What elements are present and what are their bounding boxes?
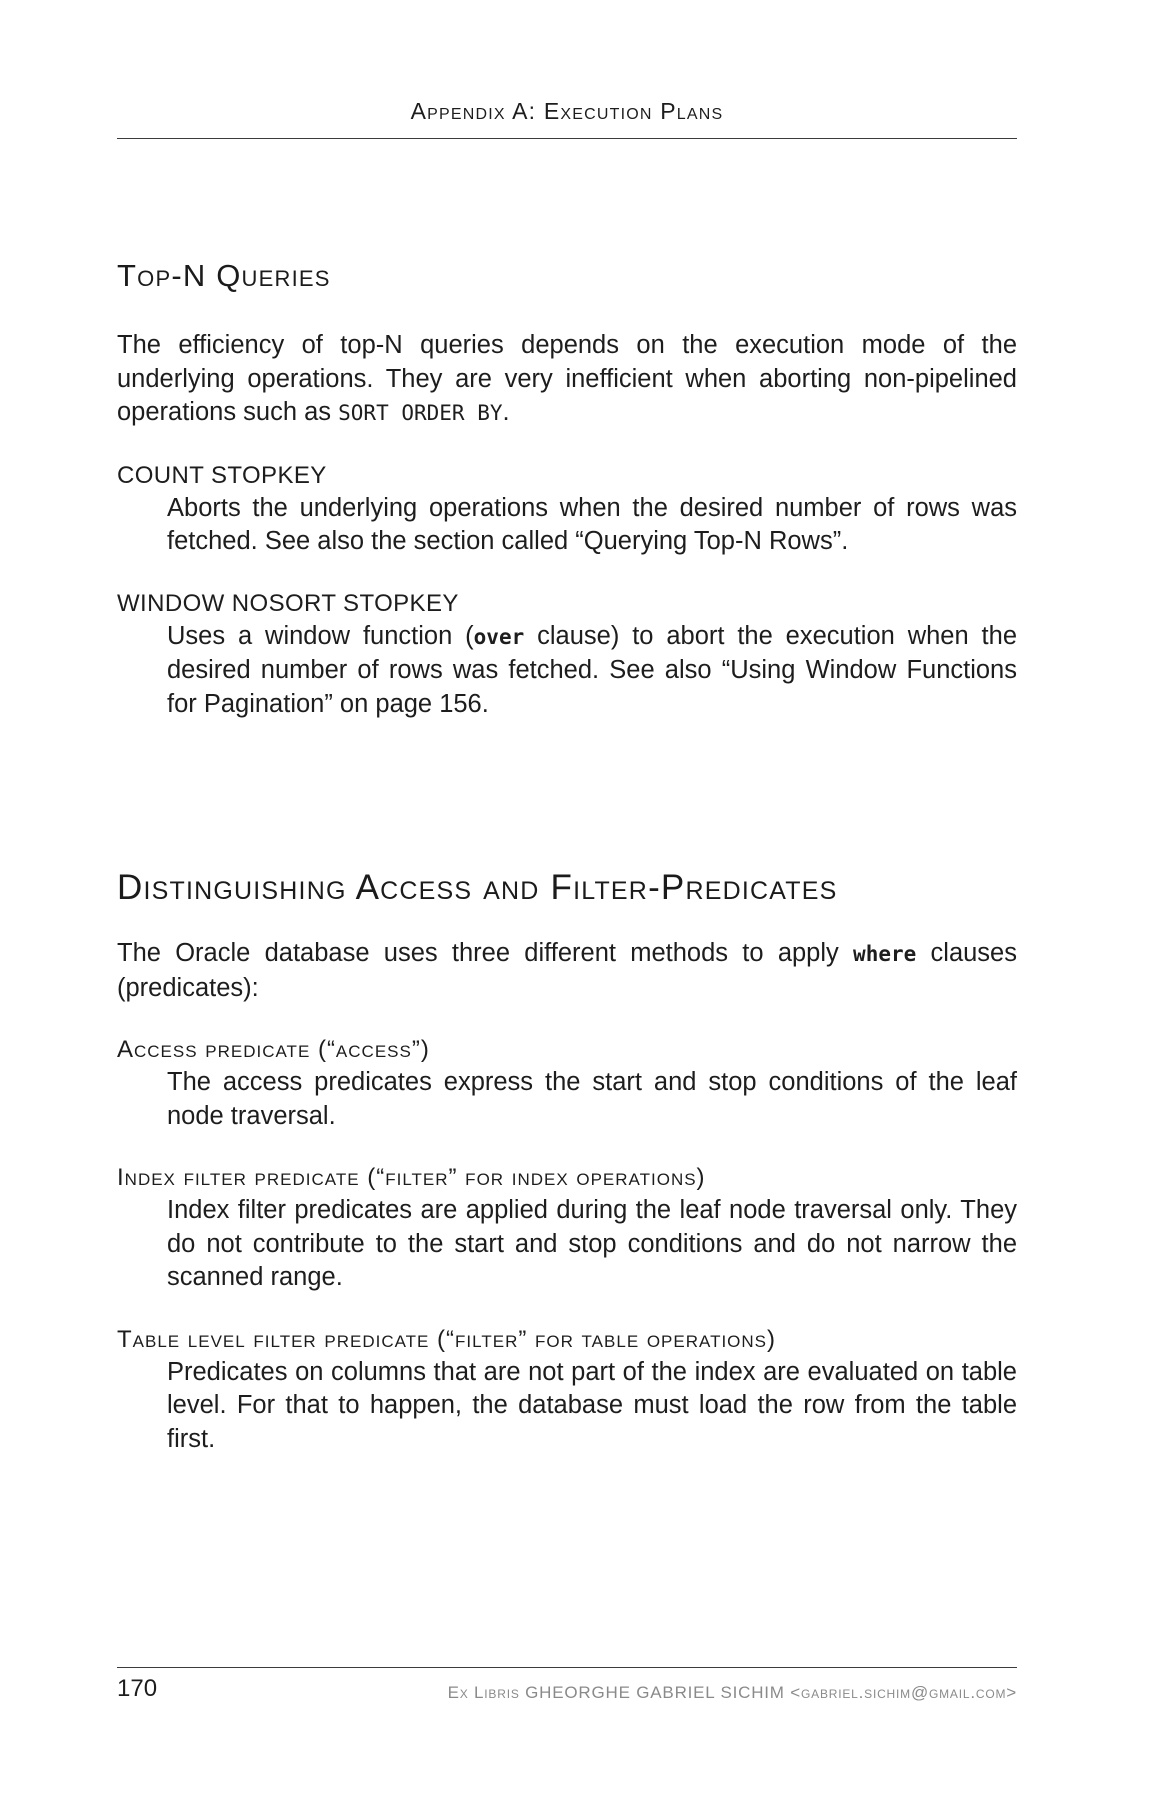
def-desc-count-stopkey: Aborts the underlying operations when the desired number of rows was fetched. See also the section called “Querying Top-N Rows”. <box>167 493 1017 555</box>
ex-libris-watermark: Ex Libris GHEORGHE GABRIEL SICHIM <gabriel.sichim@gmail.com> <box>447 1683 1017 1702</box>
section-title-top-n-queries: Top-N Queries <box>117 258 331 293</box>
window-desc-code: over <box>473 624 525 649</box>
predicate-type-list <box>117 1033 1017 1456</box>
top-n-intro-paragraph <box>117 329 1017 431</box>
def-desc-index-filter-predicate: Index filter predicates are applied during the leaf node traversal only. They do not contribute to the start and stop conditions and do not narrow the scanned range. <box>167 1196 1017 1291</box>
section-access-filter-predicates <box>117 868 1017 1456</box>
header-rule <box>117 138 1017 139</box>
def-term-index-filter-predicate: Index filter predicate (“filter” for index operations) <box>117 1164 706 1191</box>
def-desc-access-predicate: The access predicates express the start and stop conditions of the leaf node traversal. <box>167 1068 1017 1130</box>
access-intro-before: The Oracle database uses three different methods to apply <box>117 939 854 967</box>
top-n-intro-end: . <box>502 398 510 426</box>
access-intro-after: clauses (predicates): <box>117 939 1017 1002</box>
top-n-intro-text: The efficiency of top-N queries depends on the execution mode of the underlying operations. They are very inefficient when aborting non-pipelined operations such as <box>117 331 1017 426</box>
running-header: Appendix A: Execution Plans <box>410 98 724 124</box>
footer-rule <box>117 1667 1017 1668</box>
section-title-access-filter-predicates: Distinguishing Access and Filter-Predicates <box>117 868 838 907</box>
window-desc-before: Uses a window function ( <box>167 621 474 650</box>
def-term-table-level-filter-predicate: Table level filter predicate (“filter” for table operations) <box>117 1325 777 1353</box>
def-term-access-predicate: Access predicate (“access”) <box>117 1036 430 1063</box>
def-desc-window-nosort-stopkey <box>167 620 1017 722</box>
access-intro-code: where <box>853 942 917 966</box>
access-intro-paragraph <box>117 937 1017 1005</box>
section-top-n-queries <box>117 258 1017 721</box>
window-desc-after: clause) to abort the execution when the desired number of rows was fetched. See also “Using Window Functions for Pagination” on page 156. <box>167 621 1018 718</box>
top-n-operation-list <box>117 459 1017 722</box>
def-term-count-stopkey: COUNT STOPKEY <box>117 461 327 489</box>
page-number: 170 <box>117 1675 158 1702</box>
def-desc-table-level-filter-predicate: Predicates on columns that are not part of the index are evaluated on table level. For that to happen, the database must load the row from the table first. <box>167 1357 1017 1453</box>
def-term-window-nosort-stopkey: WINDOW NOSORT STOPKEY <box>117 589 459 617</box>
top-n-intro-code: SORT ORDER BY <box>338 401 503 425</box>
